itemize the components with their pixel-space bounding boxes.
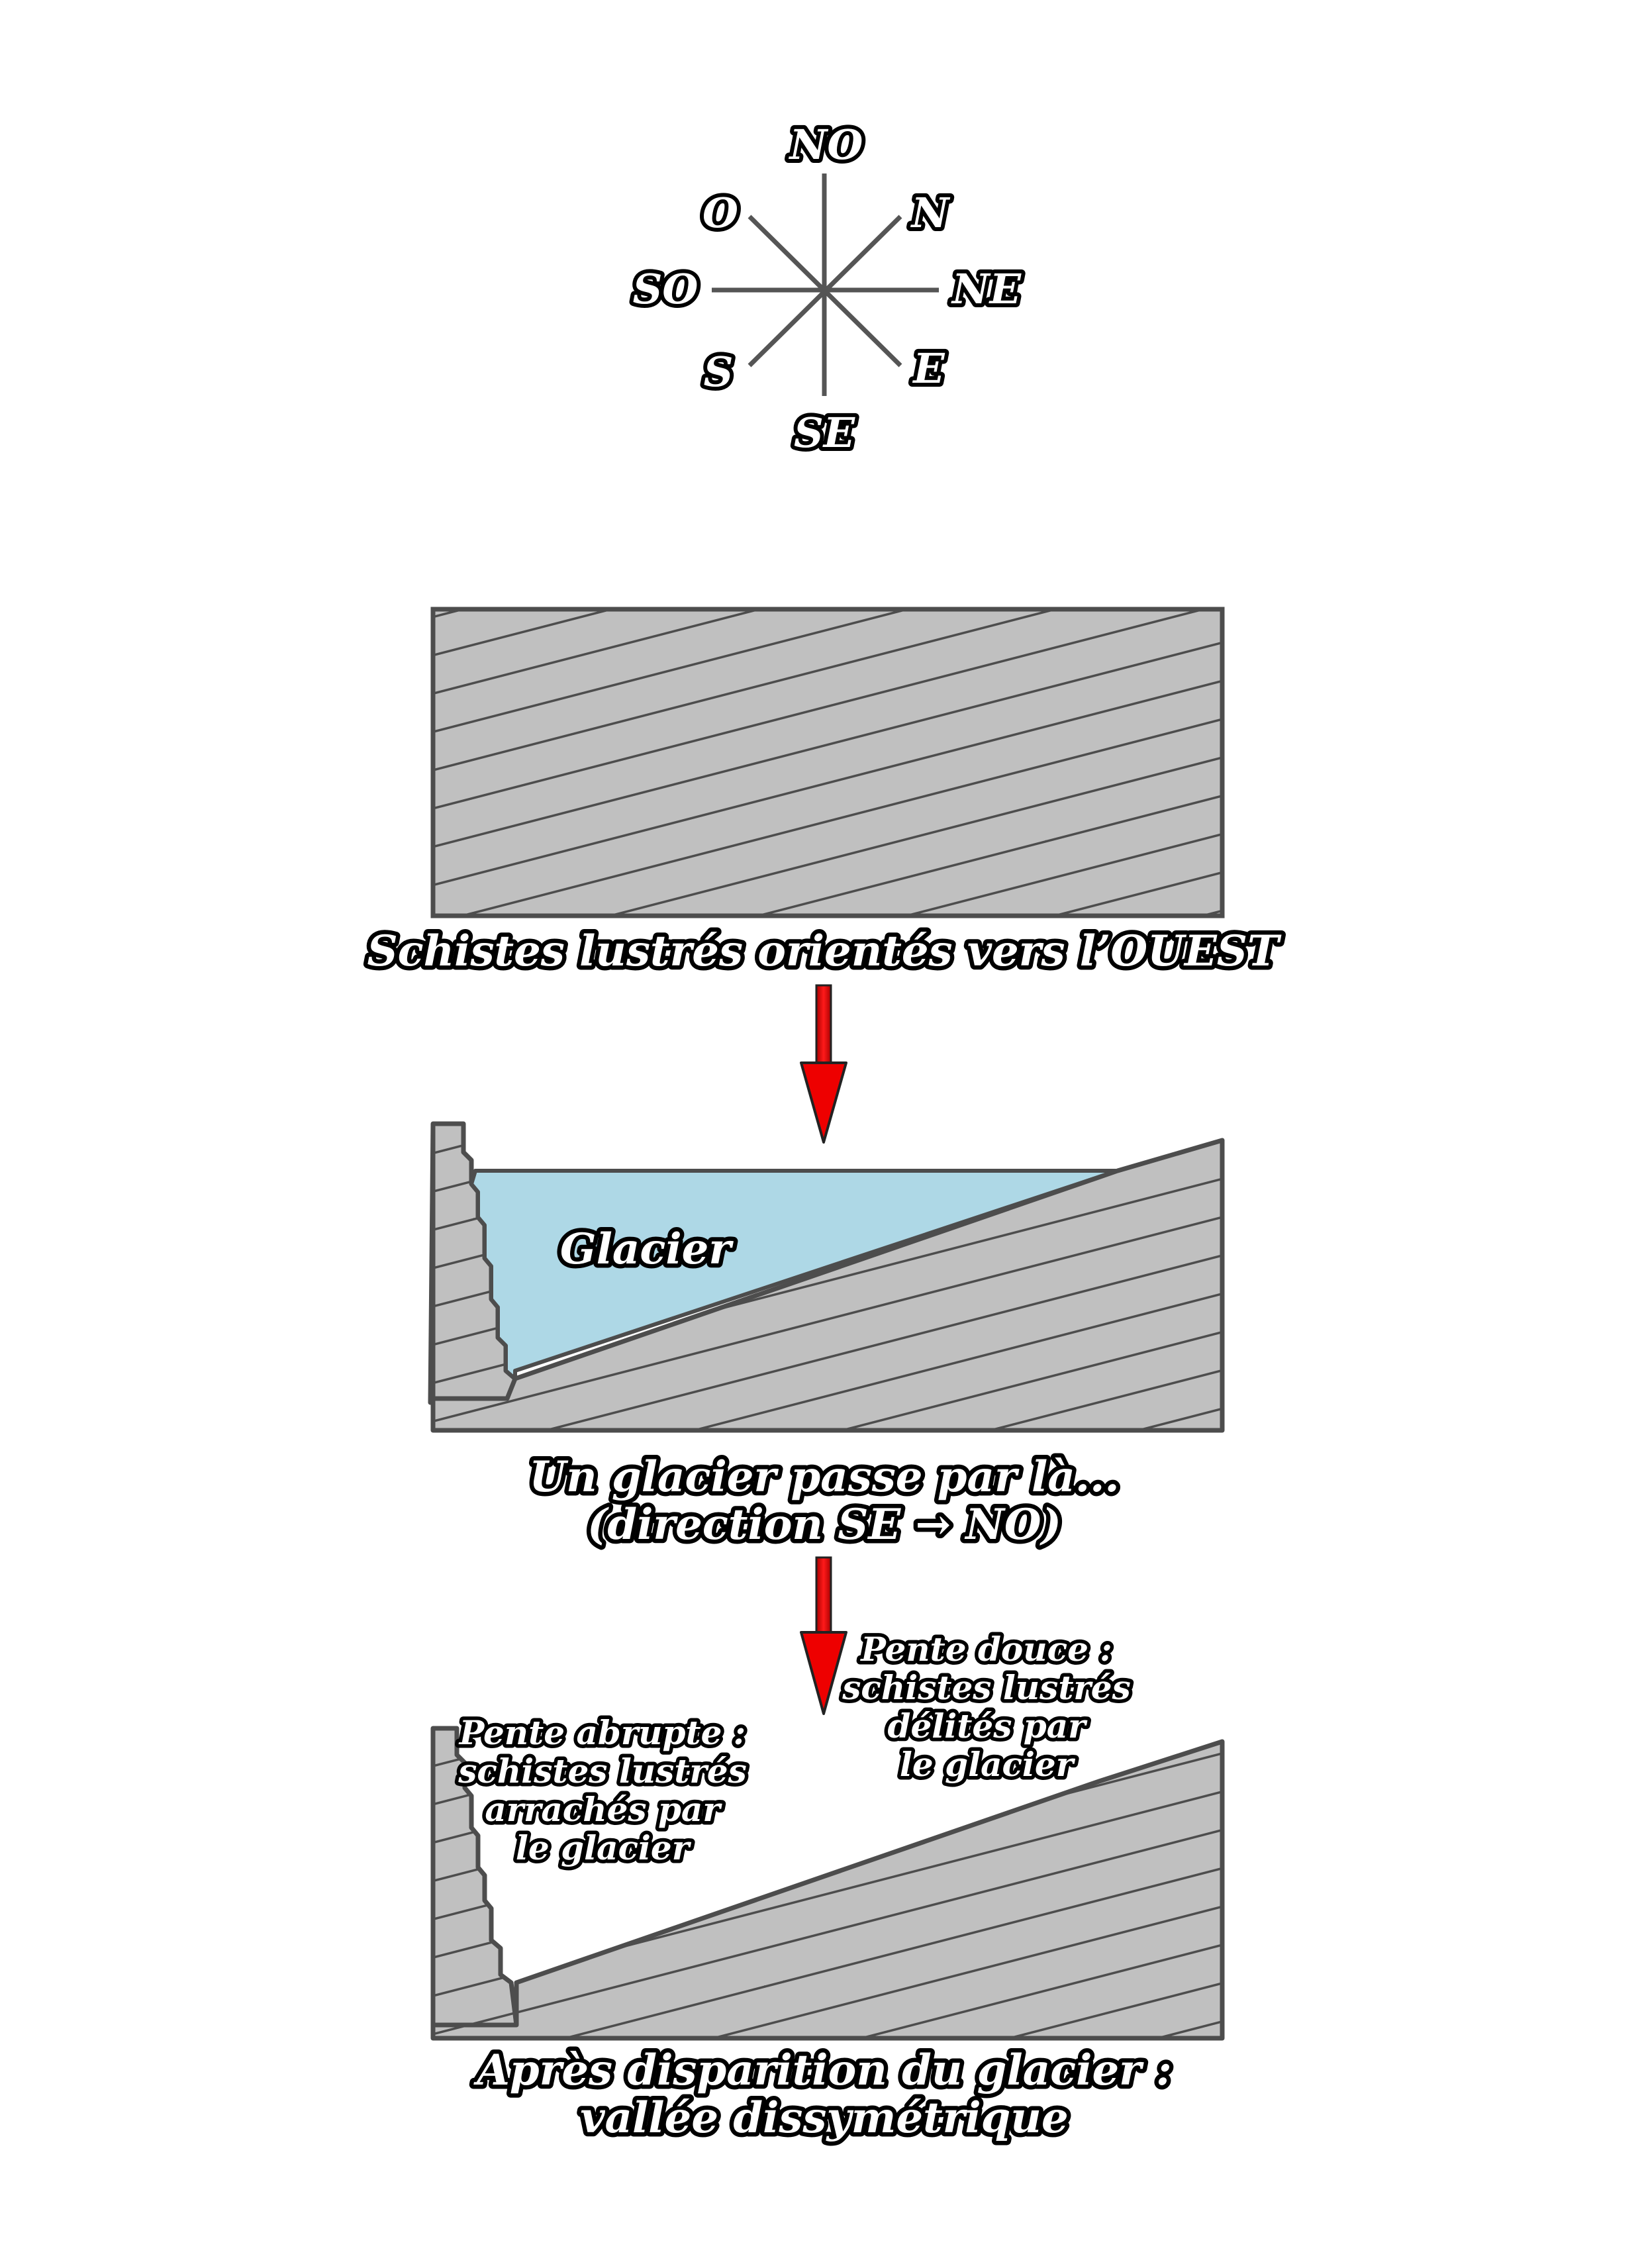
- arrow-down-1: [801, 985, 846, 1142]
- svg-text:le glacier: le glacier: [899, 1745, 1074, 1784]
- glacier-label: Glacier: [559, 1224, 732, 1274]
- compass-label-s: S: [703, 348, 734, 396]
- panel-glacier: [430, 1124, 1222, 1550]
- svg-text:Pente abrupte :: Pente abrupte :: [459, 1713, 746, 1752]
- svg-text:schistes lustrés: schistes lustrés: [842, 1668, 1131, 1707]
- svg-text:arrachés par: arrachés par: [485, 1790, 720, 1829]
- arrow-down-2: [801, 1557, 846, 1714]
- panel-initial: [367, 609, 1282, 976]
- compass-label-no: NO: [789, 121, 863, 169]
- compass-label-so: SO: [632, 265, 699, 313]
- caption-glacier-line2: (direction SE → NO): [587, 1500, 1061, 1550]
- caption-after-line2: vallée dissymétrique: [580, 2093, 1069, 2143]
- caption-after-line1: Après disparition du glacier :: [477, 2046, 1172, 2095]
- caption-initial: Schistes lustrés orientés vers l’OUEST: [367, 926, 1279, 976]
- schist-block: [433, 609, 1222, 916]
- compass-rose: [633, 121, 1022, 457]
- note-gentle-slope: [842, 1630, 1130, 1784]
- compass-label-ne: NE: [952, 265, 1021, 313]
- caption-glacier-line1: Un glacier passe par là...: [529, 1452, 1120, 1502]
- svg-text:le glacier: le glacier: [515, 1828, 690, 1867]
- svg-text:schistes lustrés: schistes lustrés: [458, 1751, 747, 1791]
- compass-label-o: O: [702, 189, 739, 237]
- note-steep-slope: [458, 1713, 746, 1867]
- compass-lines: [712, 173, 939, 396]
- compass-label-e: E: [913, 344, 945, 393]
- compass-label-se: SE: [793, 409, 855, 457]
- svg-text:délités par: délités par: [887, 1706, 1086, 1746]
- svg-text:Pente douce :: Pente douce :: [861, 1630, 1112, 1669]
- panel-after: [433, 1630, 1222, 2143]
- compass-label-n: N: [911, 189, 949, 237]
